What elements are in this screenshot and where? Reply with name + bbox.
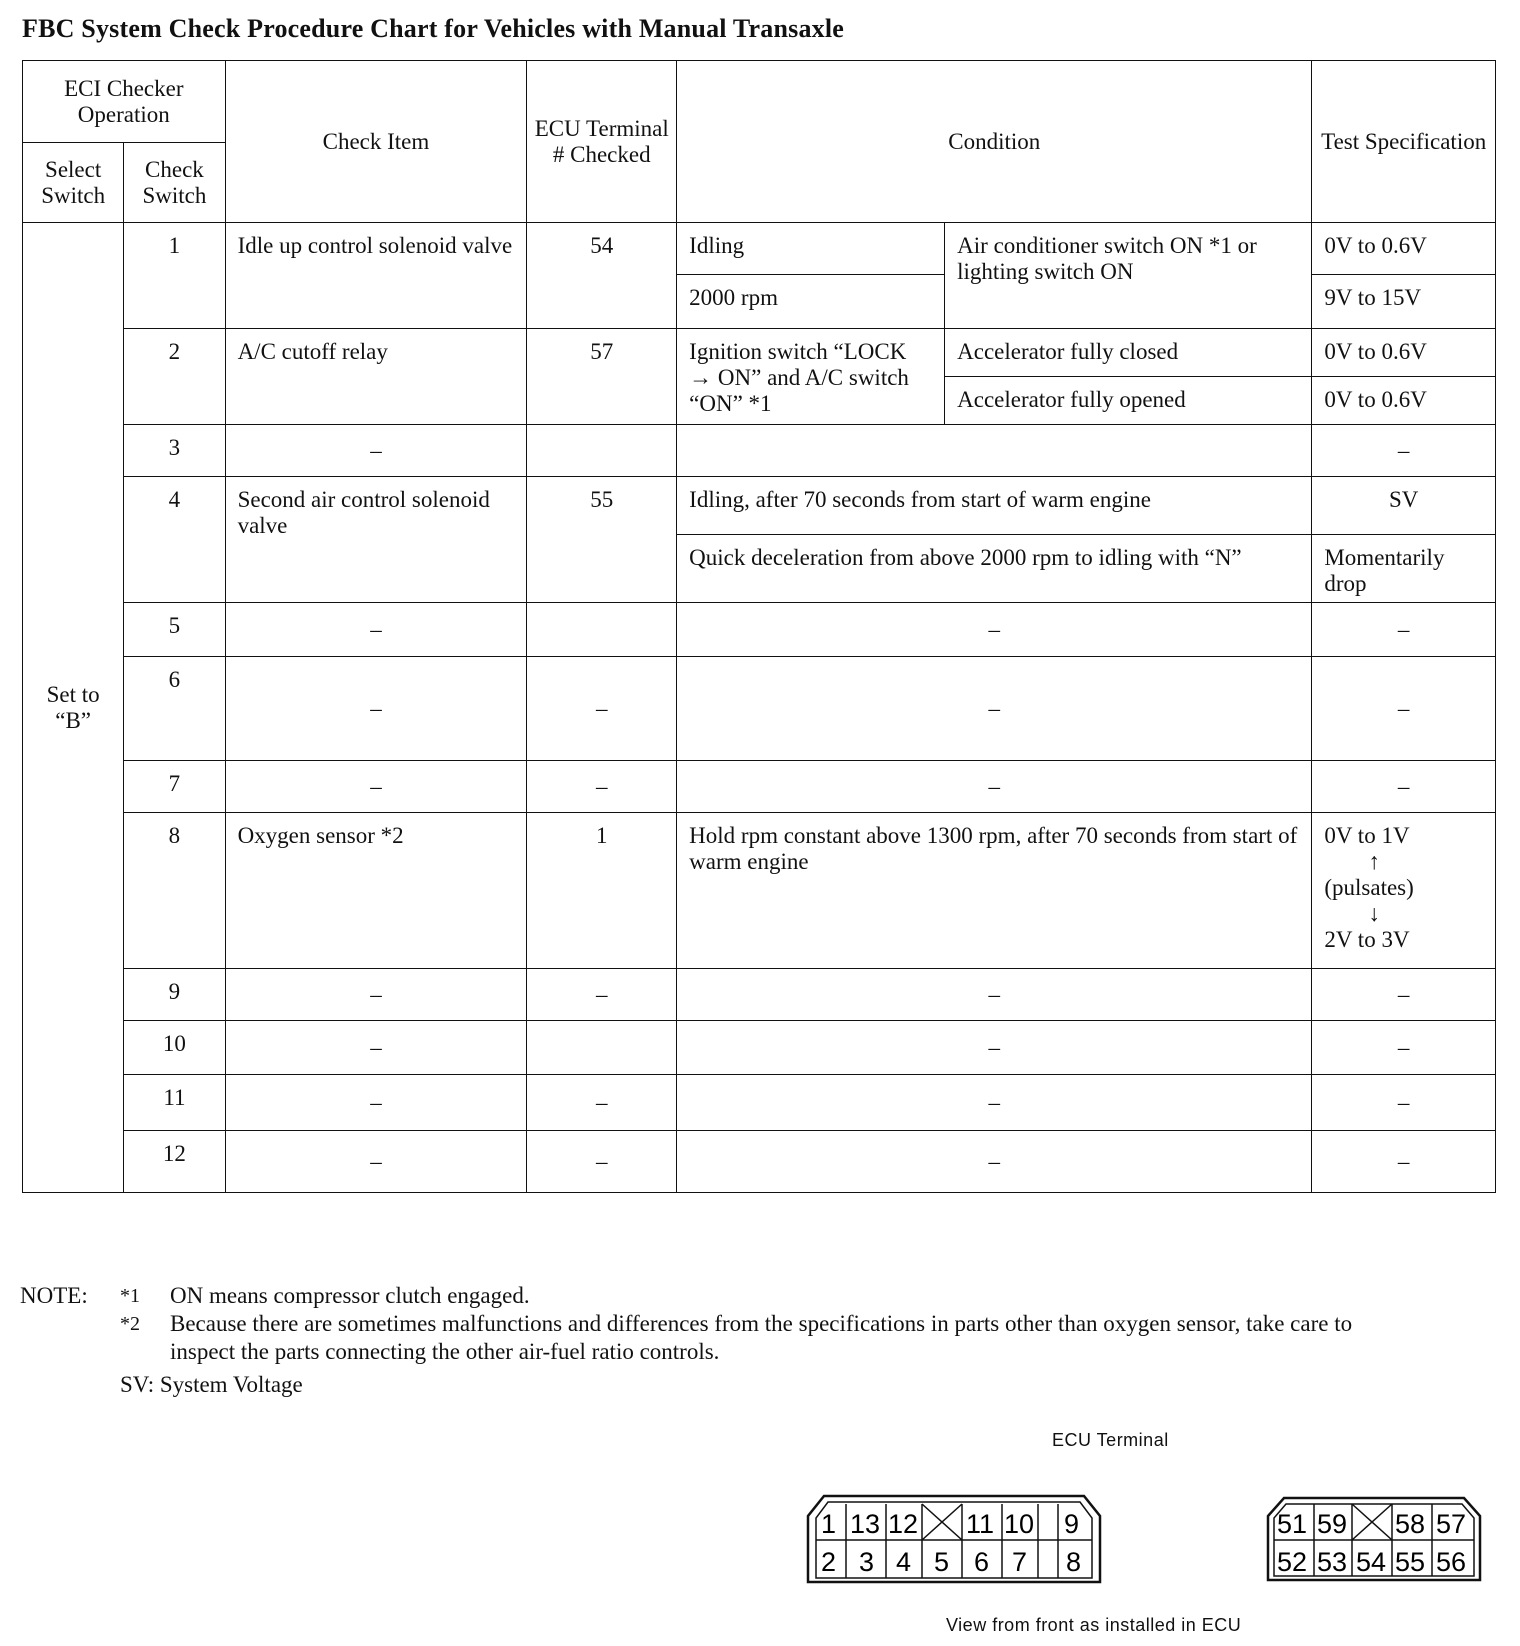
ecu-terminal-4: 55 — [527, 477, 677, 603]
test-spec-2a: 0V to 0.6V — [1312, 329, 1496, 377]
pin-51: 51 — [1277, 1509, 1308, 1539]
check-item-6: – — [225, 657, 527, 761]
condition-2a: Accelerator fully closed — [945, 329, 1312, 377]
check-item-7: – — [225, 761, 527, 813]
check-item-2: A/C cutoff relay — [225, 329, 527, 425]
select-switch-value: Set to “B” — [23, 223, 124, 1193]
pin-56: 56 — [1436, 1547, 1467, 1577]
condition-11: – — [677, 1075, 1312, 1131]
spec-8-bottom: 2V to 3V — [1324, 927, 1410, 952]
condition-5: – — [677, 603, 1312, 657]
condition-2-main: Ignition switch “LOCK → ON” and A/C switch “ON” *1 — [677, 329, 945, 425]
pin-52: 52 — [1277, 1547, 1308, 1577]
pin-59: 59 — [1317, 1509, 1348, 1539]
ecu-terminal-6: – — [527, 657, 677, 761]
pin-5: 5 — [934, 1547, 950, 1577]
pin-54: 54 — [1356, 1547, 1387, 1577]
condition-2b: Accelerator fully opened — [945, 377, 1312, 425]
pin-57: 57 — [1436, 1509, 1467, 1539]
test-spec-5: – — [1312, 603, 1496, 657]
ecu-terminal-2: 57 — [527, 329, 677, 425]
ecu-terminal-10 — [527, 1021, 677, 1075]
pin-7: 7 — [1012, 1547, 1028, 1577]
check-item-4: Second air control solenoid valve — [225, 477, 527, 603]
check-switch-11: 11 — [124, 1075, 225, 1131]
check-switch-9: 9 — [124, 969, 225, 1021]
check-item-11: – — [225, 1075, 527, 1131]
ecu-terminal-9: – — [527, 969, 677, 1021]
test-spec-7: – — [1312, 761, 1496, 813]
check-item-3: – — [225, 425, 527, 477]
ecu-terminal-8: 1 — [527, 813, 677, 969]
pin-11: 11 — [966, 1509, 995, 1539]
check-switch-12: 12 — [124, 1131, 225, 1193]
condition-4a: Idling, after 70 seconds from start of warm engine — [677, 477, 1312, 535]
pin-53: 53 — [1317, 1547, 1348, 1577]
pin-12: 12 — [888, 1509, 919, 1539]
ecu-terminal-caption: View from front as installed in ECU — [946, 1615, 1242, 1635]
condition-1a: Idling — [677, 223, 945, 275]
test-spec-4a: SV — [1312, 477, 1496, 535]
ecu-terminal-3 — [527, 425, 677, 477]
check-switch-4: 4 — [124, 477, 225, 603]
header-check-item: Check Item — [225, 61, 527, 223]
check-switch-6: 6 — [124, 657, 225, 761]
test-spec-4b: Momentarily drop — [1312, 535, 1496, 603]
pin-8: 8 — [1066, 1547, 1082, 1577]
page-title: FBC System Check Procedure Chart for Vehicles with Manual Transaxle — [22, 14, 845, 43]
ecu-connector-left-diagram — [804, 1494, 1104, 1586]
check-switch-8: 8 — [124, 813, 225, 969]
check-switch-7: 7 — [124, 761, 225, 813]
note-1-text: ON means compressor clutch engaged. — [170, 1283, 530, 1308]
spec-8-top: 0V to 1V — [1324, 823, 1410, 848]
check-item-8: Oxygen sensor *2 — [225, 813, 527, 969]
pin-6: 6 — [974, 1547, 990, 1577]
note-1-mark: *1 — [120, 1285, 140, 1307]
header-test-spec: Test Specification — [1312, 61, 1496, 223]
check-item-10: – — [225, 1021, 527, 1075]
test-spec-3: – — [1312, 425, 1496, 477]
check-switch-10: 10 — [124, 1021, 225, 1075]
check-item-5: – — [225, 603, 527, 657]
pin-58: 58 — [1395, 1509, 1426, 1539]
test-spec-8 — [1312, 813, 1496, 969]
note-2-text: Because there are sometimes malfunctions and differences from the specifications in parts other than oxygen sensor, take care to inspect the parts connecting the other air-fuel ratio controls. — [170, 1311, 1353, 1364]
condition-1b: 2000 rpm — [677, 275, 945, 329]
condition-7: – — [677, 761, 1312, 813]
arrow-up-icon: ↑ — [1368, 849, 1380, 874]
header-select-switch: Select Switch — [23, 143, 124, 223]
condition-6: – — [677, 657, 1312, 761]
ecu-terminal-12: – — [527, 1131, 677, 1193]
condition-4b: Quick deceleration from above 2000 rpm to idling with “N” — [677, 535, 1312, 603]
condition-10: – — [677, 1021, 1312, 1075]
condition-3 — [677, 425, 1312, 477]
check-item-12: – — [225, 1131, 527, 1193]
header-eci-operation: ECI Checker Operation — [23, 61, 226, 143]
header-check-switch: Check Switch — [124, 143, 225, 223]
check-procedure-table — [22, 60, 1496, 1193]
test-spec-12: – — [1312, 1131, 1496, 1193]
pin-9: 9 — [1064, 1509, 1080, 1539]
note-label: NOTE: — [20, 1283, 88, 1308]
ecu-terminal-11: – — [527, 1075, 677, 1131]
test-spec-9: – — [1312, 969, 1496, 1021]
pin-55: 55 — [1395, 1547, 1426, 1577]
test-spec-1a: 0V to 0.6V — [1312, 223, 1496, 275]
condition-9: – — [677, 969, 1312, 1021]
test-spec-10: – — [1312, 1021, 1496, 1075]
condition-8: Hold rpm constant above 1300 rpm, after 70 seconds from start of warm engine — [677, 813, 1312, 969]
spec-8-mid: (pulsates) — [1324, 875, 1414, 900]
check-item-1: Idle up control solenoid valve — [225, 223, 527, 329]
ecu-terminal-5 — [527, 603, 677, 657]
check-switch-2: 2 — [124, 329, 225, 425]
check-switch-5: 5 — [124, 603, 225, 657]
arrow-down-icon: ↓ — [1368, 901, 1380, 926]
check-item-9: – — [225, 969, 527, 1021]
check-switch-3: 3 — [124, 425, 225, 477]
test-spec-1b: 9V to 15V — [1312, 275, 1496, 329]
ecu-terminal-title: ECU Terminal — [1052, 1430, 1169, 1450]
pin-13: 13 — [850, 1509, 881, 1539]
check-switch-1: 1 — [124, 223, 225, 329]
pin-3: 3 — [859, 1547, 875, 1577]
ecu-terminal-1: 54 — [527, 223, 677, 329]
test-spec-11: – — [1312, 1075, 1496, 1131]
pin-4: 4 — [896, 1547, 912, 1577]
ecu-terminal-7: – — [527, 761, 677, 813]
header-ecu-terminal: ECU Terminal # Checked — [527, 61, 677, 223]
sv-note: SV: System Voltage — [120, 1372, 303, 1397]
test-spec-6: – — [1312, 657, 1496, 761]
ecu-connector-right-diagram — [1264, 1496, 1484, 1584]
pin-2: 2 — [821, 1547, 837, 1577]
pin-10: 10 — [1004, 1509, 1035, 1539]
pin-1: 1 — [821, 1509, 837, 1539]
test-spec-2b: 0V to 0.6V — [1312, 377, 1496, 425]
condition-12: – — [677, 1131, 1312, 1193]
note-2-mark: *2 — [120, 1313, 140, 1335]
condition-1-side: Air conditioner switch ON *1 or lighting switch ON — [945, 223, 1312, 329]
header-condition: Condition — [677, 61, 1312, 223]
